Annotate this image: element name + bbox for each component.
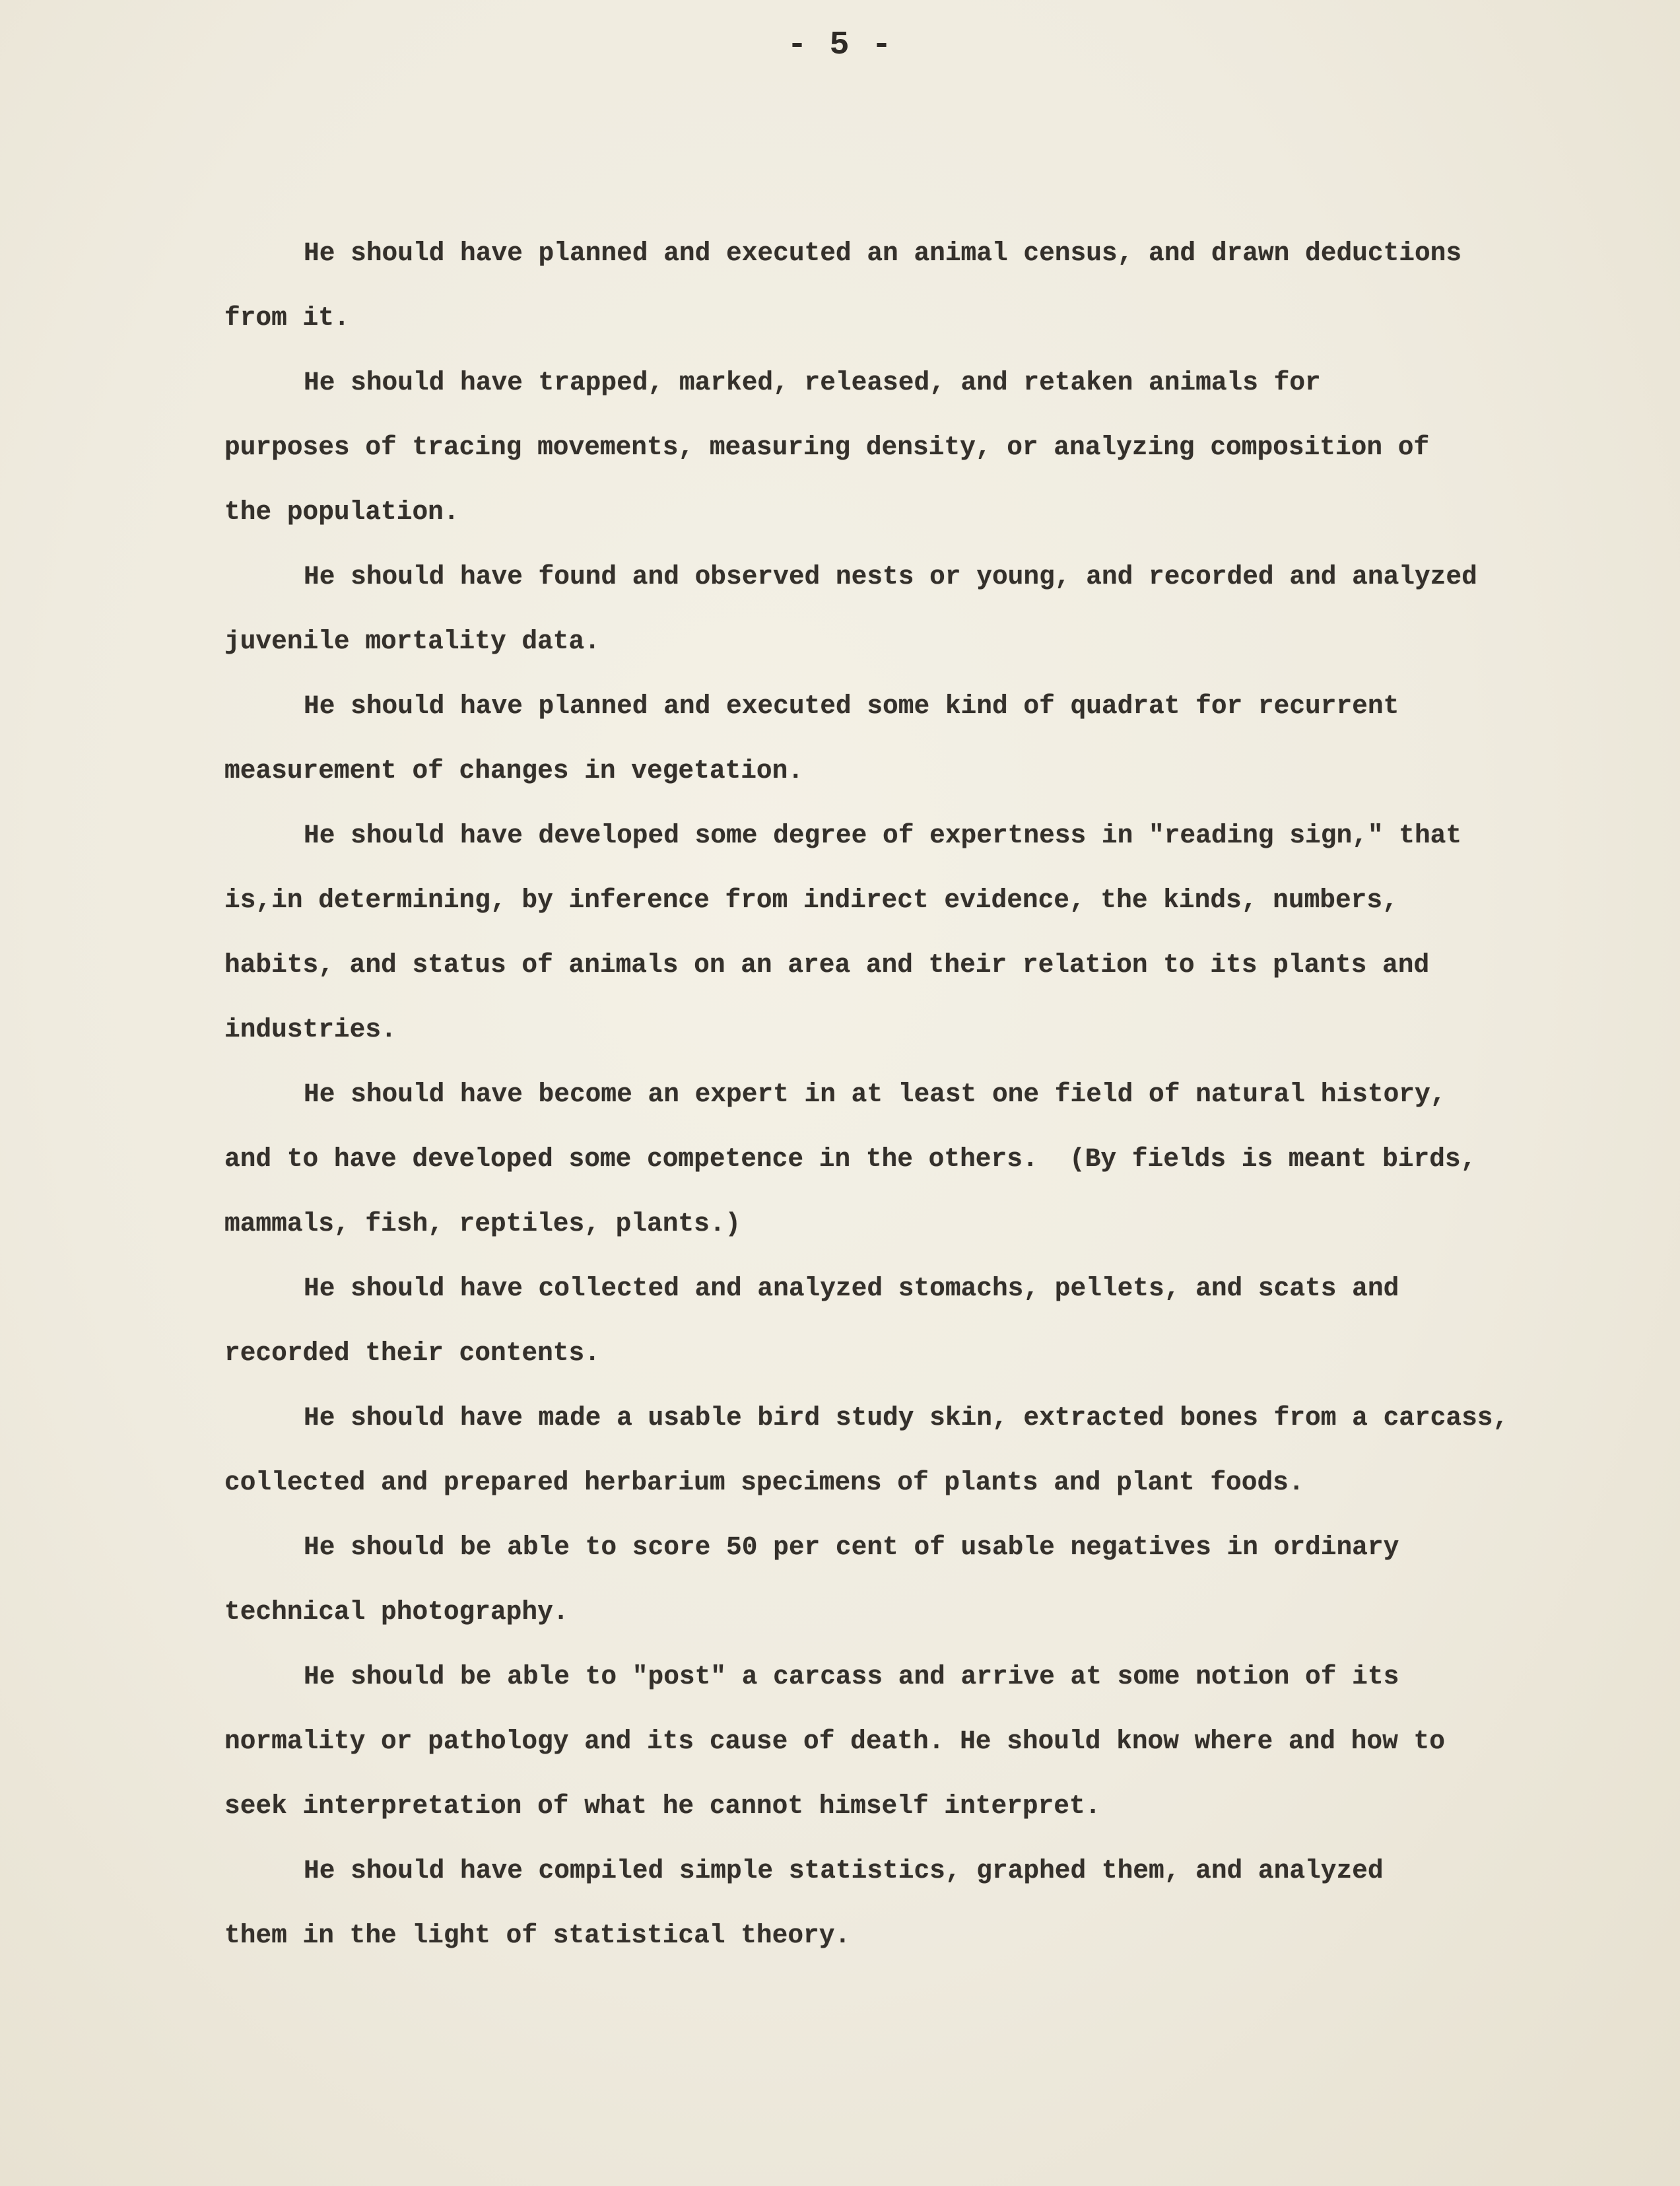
body-text (224, 221, 1584, 1968)
paragraph-nests: He should have found and observed nests or young, and recorded and analyzed juvenile mortality data. (224, 562, 1477, 656)
paragraph-quadrat: He should have planned and executed some kind of quadrat for recurrent measurement of changes in vegetation. (224, 691, 1399, 786)
paragraph-specimens: He should have made a usable bird study skin, extracted bones from a carcass, collected and prepared herbarium specimens of plants and plant foods. (224, 1403, 1509, 1497)
paragraph-statistics: He should have compiled simple statistics, graphed them, and analyzed them in the light of statistical theory. (224, 1856, 1384, 1950)
paragraph-trapping: He should have trapped, marked, released, and retaken animals for purposes of tracing movements, measuring density, or analyzing composition of the population. (224, 368, 1430, 527)
paragraph-photography: He should be able to score 50 per cent of usable negatives in ordinary technical photography. (224, 1532, 1399, 1627)
paragraph-post-carcass: He should be able to "post" a carcass and arrive at some notion of its normality or pathology and its cause of death. He should know where and how to seek interpretation of what he cannot himself interpret. (224, 1662, 1445, 1821)
paragraph-natural-history: He should have become an expert in at least one field of natural history, and to have developed some competence in the others. (By fields is meant birds, mammals, fish, reptiles, plants.) (224, 1079, 1477, 1239)
paragraph-stomachs: He should have collected and analyzed stomachs, pellets, and scats and recorded their contents. (224, 1274, 1399, 1368)
paragraph-reading-sign: He should have developed some degree of expertness in "reading sign," that is,in determining, by inference from indirect evidence, the kinds, numbers, habits, and status of animals on an area and their relation to its plants and industries. (224, 821, 1462, 1044)
page-number: - 5 - (787, 26, 893, 64)
paragraph-animal-census: He should have planned and executed an animal census, and drawn deductions from it. (224, 238, 1462, 333)
